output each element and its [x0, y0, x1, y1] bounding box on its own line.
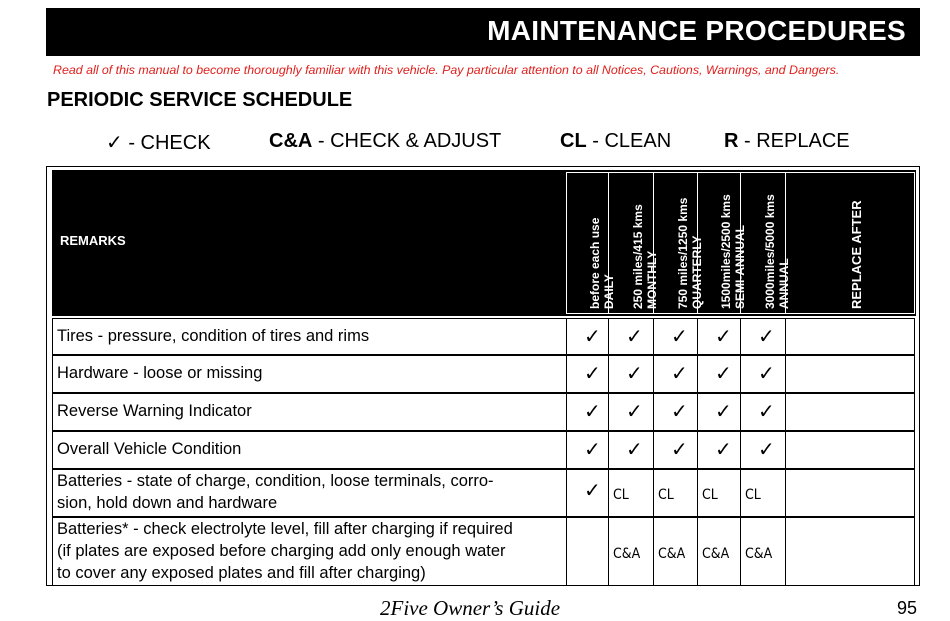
check-icon: ✓	[584, 480, 601, 502]
check-icon: ✓	[626, 439, 643, 461]
remark-text: to cover any exposed plates and fill after charging)	[57, 563, 426, 582]
schedule-cell	[566, 431, 609, 469]
check-icon: ✓	[584, 439, 601, 461]
service-code: CL	[658, 487, 674, 503]
schedule-cell	[785, 469, 915, 517]
column-header-line1: 250 miles/415 kms	[631, 204, 645, 309]
schedule-cell	[608, 431, 654, 469]
remark-cell	[52, 469, 567, 517]
check-icon: ✓	[626, 363, 643, 385]
column-header-5	[785, 172, 915, 314]
check-icon: ✓	[715, 439, 732, 461]
remark-text: Tires - pressure, condition of tires and rims	[57, 326, 370, 345]
remark-cell	[52, 517, 567, 586]
check-icon: ✓	[758, 401, 775, 423]
table-row	[52, 517, 914, 586]
check-icon: ✓	[671, 363, 688, 385]
column-header-line1: REPLACE AFTER	[849, 200, 864, 309]
column-header-0	[566, 172, 616, 314]
schedule-cell	[653, 469, 698, 517]
legend-check-adjust-text: - CHECK & ADJUST	[312, 130, 502, 152]
remark-text: sion, hold down and hardware	[57, 494, 278, 512]
footer-guide-title: 2Five Owner’s Guide	[380, 596, 561, 620]
legend-check-symbol: ✓	[106, 132, 123, 154]
page-title: MAINTENANCE PROCEDURES	[487, 15, 906, 46]
legend-replace-symbol: R	[724, 130, 739, 152]
schedule-cell	[785, 431, 915, 469]
column-header-1	[608, 172, 659, 314]
remark-cell	[52, 355, 567, 393]
legend-check-adjust-symbol: C&A	[269, 130, 313, 152]
remark-text: Batteries - state of charge, condition, loose terminals, corro-	[57, 472, 494, 490]
column-header-3	[697, 172, 747, 314]
column-header-line2: SEMI-ANNUAL	[733, 225, 747, 309]
column-header-line2: ANNUAL	[777, 258, 791, 309]
check-icon: ✓	[758, 439, 775, 461]
schedule-cell	[608, 469, 654, 517]
schedule-cell	[697, 318, 741, 355]
schedule-cell	[740, 517, 786, 586]
check-icon: ✓	[626, 401, 643, 423]
check-icon: ✓	[715, 401, 732, 423]
check-icon: ✓	[584, 401, 601, 423]
section-title: PERIODIC SERVICE SCHEDULE	[47, 89, 353, 111]
schedule-cell	[697, 469, 741, 517]
remark-cell	[52, 393, 567, 431]
header-bar	[46, 8, 920, 56]
column-header-line2: MONTHLY	[645, 250, 659, 309]
service-code: C&A	[745, 545, 773, 562]
schedule-cell	[697, 393, 741, 431]
schedule-cell	[785, 318, 915, 355]
table-row	[52, 431, 914, 469]
schedule-cell	[740, 318, 786, 355]
schedule-cell	[608, 318, 654, 355]
schedule-cell	[608, 355, 654, 393]
check-icon: ✓	[715, 325, 732, 348]
schedule-cell	[653, 393, 698, 431]
legend-replace-text: - REPLACE	[738, 130, 850, 152]
column-header-4	[740, 172, 791, 314]
column-header-2	[653, 172, 704, 314]
table-row	[52, 318, 914, 355]
remark-cell	[52, 431, 567, 469]
table-row	[52, 355, 914, 393]
legend-clean-text: - CLEAN	[586, 130, 672, 152]
schedule-cell	[566, 318, 609, 355]
legend-replace	[724, 130, 850, 153]
legend-clean-symbol: CL	[560, 130, 587, 152]
service-code: C&A	[658, 545, 686, 562]
service-code: CL	[702, 487, 718, 503]
table-row	[52, 469, 914, 517]
schedule-cell	[653, 517, 698, 586]
service-code: CL	[745, 487, 761, 503]
schedule-cell	[785, 355, 915, 393]
check-icon: ✓	[671, 325, 688, 348]
service-code: C&A	[613, 545, 641, 562]
remark-text: Hardware - loose or missing	[57, 364, 263, 382]
schedule-cell	[697, 431, 741, 469]
check-icon: ✓	[758, 325, 775, 348]
schedule-cell	[608, 517, 654, 586]
service-code: CL	[613, 487, 629, 503]
legend-clean	[560, 130, 671, 153]
schedule-cell	[785, 517, 915, 586]
schedule-cell	[653, 355, 698, 393]
check-icon: ✓	[584, 363, 601, 385]
schedule-cell	[740, 431, 786, 469]
table-row	[52, 393, 914, 431]
check-icon: ✓	[715, 363, 732, 385]
schedule-cell	[653, 431, 698, 469]
remark-text: Overall Vehicle Condition	[57, 440, 242, 458]
notice-text: Read all of this manual to become thoroughly familiar with this vehicle. Pay particular attention to all Notices, Cautions, Warnings, and Dangers.	[53, 63, 840, 77]
schedule-cell	[740, 393, 786, 431]
column-header-line2: QUARTERLY	[689, 235, 704, 309]
remark-text: Batteries* - check electrolyte level, fill after charging if required	[57, 519, 513, 538]
column-header-line1: 1500miles/2500 kms	[719, 194, 733, 309]
remarks-header: REMARKS	[60, 233, 126, 248]
remark-text: Reverse Warning Indicator	[57, 402, 252, 420]
schedule-cell	[566, 355, 609, 393]
check-icon: ✓	[626, 325, 643, 348]
column-header-line2: DAILY	[601, 274, 616, 309]
schedule-cell	[740, 469, 786, 517]
remark-text: (if plates are exposed before charging add only enough water	[57, 541, 506, 560]
legend-check	[106, 130, 211, 155]
schedule-cell	[566, 469, 609, 517]
schedule-cell	[697, 517, 741, 586]
service-code: C&A	[702, 545, 730, 562]
schedule-cell	[740, 355, 786, 393]
legend-check-text: - CHECK	[122, 132, 211, 154]
schedule-cell	[697, 355, 741, 393]
page-number: 95	[897, 598, 918, 618]
schedule-cell	[566, 517, 609, 586]
schedule-cell	[653, 318, 698, 355]
check-icon: ✓	[671, 401, 688, 423]
schedule-cell	[608, 393, 654, 431]
column-header-text	[850, 200, 864, 309]
column-header-line1: 750 miles/1250 kms	[675, 197, 690, 309]
column-header-line1: before each use	[587, 217, 602, 309]
check-icon: ✓	[758, 363, 775, 385]
legend-check-adjust	[269, 130, 501, 153]
column-header-line1: 3000miles/5000 kms	[763, 194, 777, 309]
schedule-cell	[566, 393, 609, 431]
check-icon: ✓	[584, 325, 601, 348]
remark-cell	[52, 318, 567, 355]
schedule-cell	[785, 393, 915, 431]
check-icon: ✓	[671, 439, 688, 461]
